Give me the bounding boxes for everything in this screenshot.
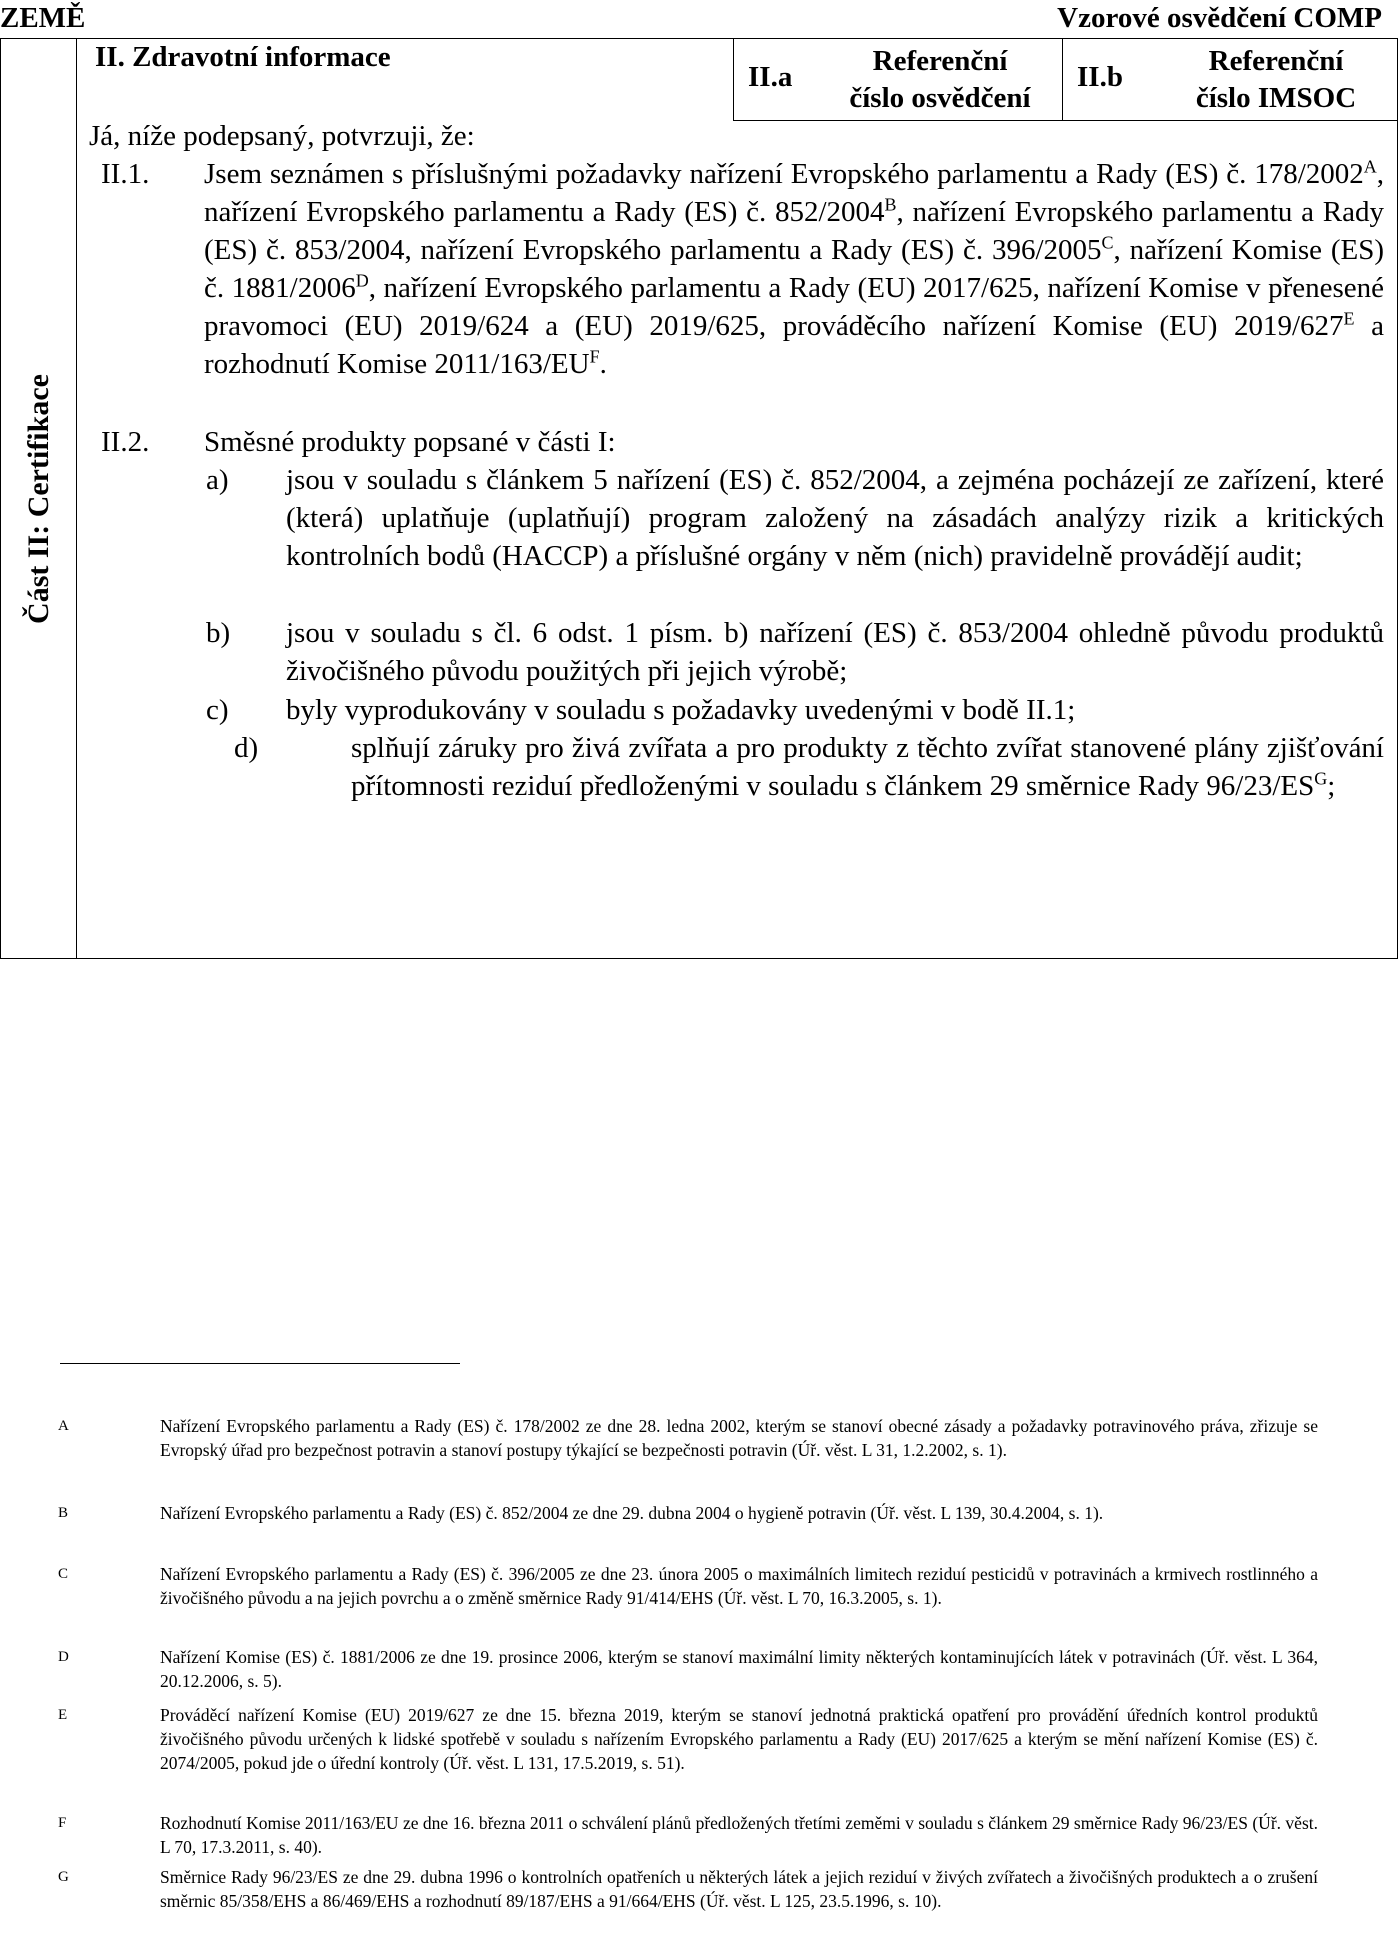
item-text: jsou v souladu s čl. 6 odst. 1 písm. b) nařízení (ES) č. 853/2004 ohledně původu produktů živočišného původu použitých při jejich výrobě; xyxy=(286,617,1384,687)
country-label: ZEMĚ xyxy=(0,2,86,34)
paragraph-number: II.1. xyxy=(101,158,150,190)
item-label: a) xyxy=(206,464,229,496)
intro-text: Já, níže podepsaný, potvrzuji, že: xyxy=(89,120,475,152)
footnote-text: Nařízení Evropského parlamentu a Rady (ES) č. 396/2005 ze dne 23. února 2005 o maximálních limitech reziduí pesticidů v potravinách a krmivech rostlinného a živočišného původu a na jejich povrchu a o změně směrnice Rady 91/414/EHS (Úř. věst. L 70, 16.3.2005, s. 1). xyxy=(160,1564,1318,1608)
footnote-letter: C xyxy=(58,1566,69,1582)
item-label: c) xyxy=(206,694,229,726)
footnote-rule xyxy=(60,1363,460,1364)
footnote-letter: G xyxy=(58,1869,69,1885)
section-title: II. Zdravotní informace xyxy=(95,41,391,73)
footnote-text: Rozhodnutí Komise 2011/163/EU ze dne 16. března 2011 o schválení plánů předložených třetími zeměmi v souladu s článkem 29 směrnice Rady 96/23/ES (Úř. věst. L 70, 17.3.2011, s. 40). xyxy=(160,1813,1318,1857)
footnote-letter: F xyxy=(58,1815,67,1831)
ref-a-code: II.a xyxy=(748,61,793,93)
ref-box-imsoc xyxy=(1063,39,1398,121)
footnote-letter: D xyxy=(58,1649,69,1665)
footnote-letter: E xyxy=(58,1707,68,1723)
paragraph-ii2: Směsné produkty popsané v části I: xyxy=(204,426,616,458)
footnote-letter: A xyxy=(58,1418,69,1434)
footnote-text: Nařízení Komise (ES) č. 1881/2006 ze dne 19. prosince 2006, kterým se stanoví maximální limity některých kontaminujících látek v potravinách (Úř. věst. L 364, 20.12.2006, s. 5). xyxy=(160,1647,1318,1691)
ref-b-code: II.b xyxy=(1077,61,1123,93)
footnote-text: Nařízení Evropského parlamentu a Rady (ES) č. 852/2004 ze dne 29. dubna 2004 o hygieně potravin (Úř. věst. L 139, 30.4.2004, s. 1). xyxy=(160,1503,1104,1523)
side-label: Část II: Certifikace xyxy=(22,374,55,624)
ref-b-label-line1: Referenční xyxy=(1208,45,1344,77)
item-label: b) xyxy=(206,617,231,649)
paragraph-ii1: Jsem seznámen s příslušnými požadavky nařízení Evropského parlamentu a Rady (ES) č. $178/2002^A$, nařízení Evropského parlamentu a Rady (ES) č. $852/2004^B$, nařízení Evropského parlamentu a Rady (ES) č. 853/2004, nařízení Evropského parlamentu a Rady (ES) č. $396/2005^C$, nařízení Komise (ES) č. $1881/2006^D$, nařízení Evropského parlamentu a Rady (EU) 2017/625, nařízení Komise v přenesené pravomoci (EU) 2019/624 a (EU) 2019/625, prováděcího nařízení Komise (EU) $2019/627^E$ a rozhodnutí Komise $2011/163/EU^F$. xyxy=(204,156,1385,380)
ref-a-label xyxy=(830,43,1050,117)
certification-frame xyxy=(0,38,1398,959)
certificate-title: Vzorové osvědčení COMP xyxy=(1057,2,1382,34)
ref-b-label xyxy=(1163,43,1389,117)
item-text: byly vyprodukovány v souladu s požadavky uvedenými v bodě II.1; xyxy=(286,694,1076,726)
ref-b-label-line2: číslo IMSOC xyxy=(1195,82,1357,114)
footnote-text: Nařízení Evropského parlamentu a Rady (ES) č. 178/2002 ze dne 28. ledna 2002, kterým se stanoví obecné zásady a požadavky potravinového práva, zřizuje se Evropský úřad pro bezpečnost potravin a stanoví postupy týkající se bezpečnosti potravin (Úř. věst. L 31, 1.2.2002, s. 1). xyxy=(160,1416,1318,1460)
ref-a-label-line1: Referenční xyxy=(872,45,1008,77)
item-text: jsou v souladu s článkem 5 nařízení (ES) č. 852/2004, a zejména pocházejí ze zařízení, které (která) uplatňuje (uplatňují) program založený na zásadách analýzy rizik a kritických kontrolních bodů (HACCP) a příslušné orgány v něm (nich) pravidelně provádějí audit; xyxy=(286,464,1384,572)
item-text: splňují záruky pro živá zvířata a pro produkty z těchto zvířat stanovené plány zjišťování přítomnosti reziduí předloženými v souladu s článkem 29 směrnice Rady $96/23/ES^G$; xyxy=(351,732,1384,802)
paragraph-number: II.2. xyxy=(101,426,150,458)
side-column xyxy=(1,39,77,958)
ref-box-certificate xyxy=(733,39,1063,121)
ref-a-label-line2: číslo osvědčení xyxy=(849,82,1031,114)
footnote-text: Prováděcí nařízení Komise (EU) 2019/627 ze dne 15. března 2019, kterým se stanoví jednotná praktická opatření pro provádění úředních kontrol produktů živočišného původu určených k lidské spotřebě v souladu s nařízením Evropského parlamentu a Rady (EU) 2017/625 a kterým se mění nařízení Komise (ES) č. 2074/2005, pokud jde o úřední kontroly (Úř. věst. L 131, 17.5.2019, s. 51). xyxy=(160,1705,1318,1773)
footnote-text: Směrnice Rady 96/23/ES ze dne 29. dubna 1996 o kontrolních opatřeních u některých látek a jejich reziduí v živých zvířatech a živočišných produktech a o zrušení směrnic 85/358/EHS a 86/469/EHS a rozhodnutí 89/187/EHS a 91/664/EHS (Úř. věst. L 125, 23.5.1996, s. 10). xyxy=(160,1867,1318,1911)
item-label: d) xyxy=(234,732,259,764)
footnote-letter: B xyxy=(58,1505,69,1521)
